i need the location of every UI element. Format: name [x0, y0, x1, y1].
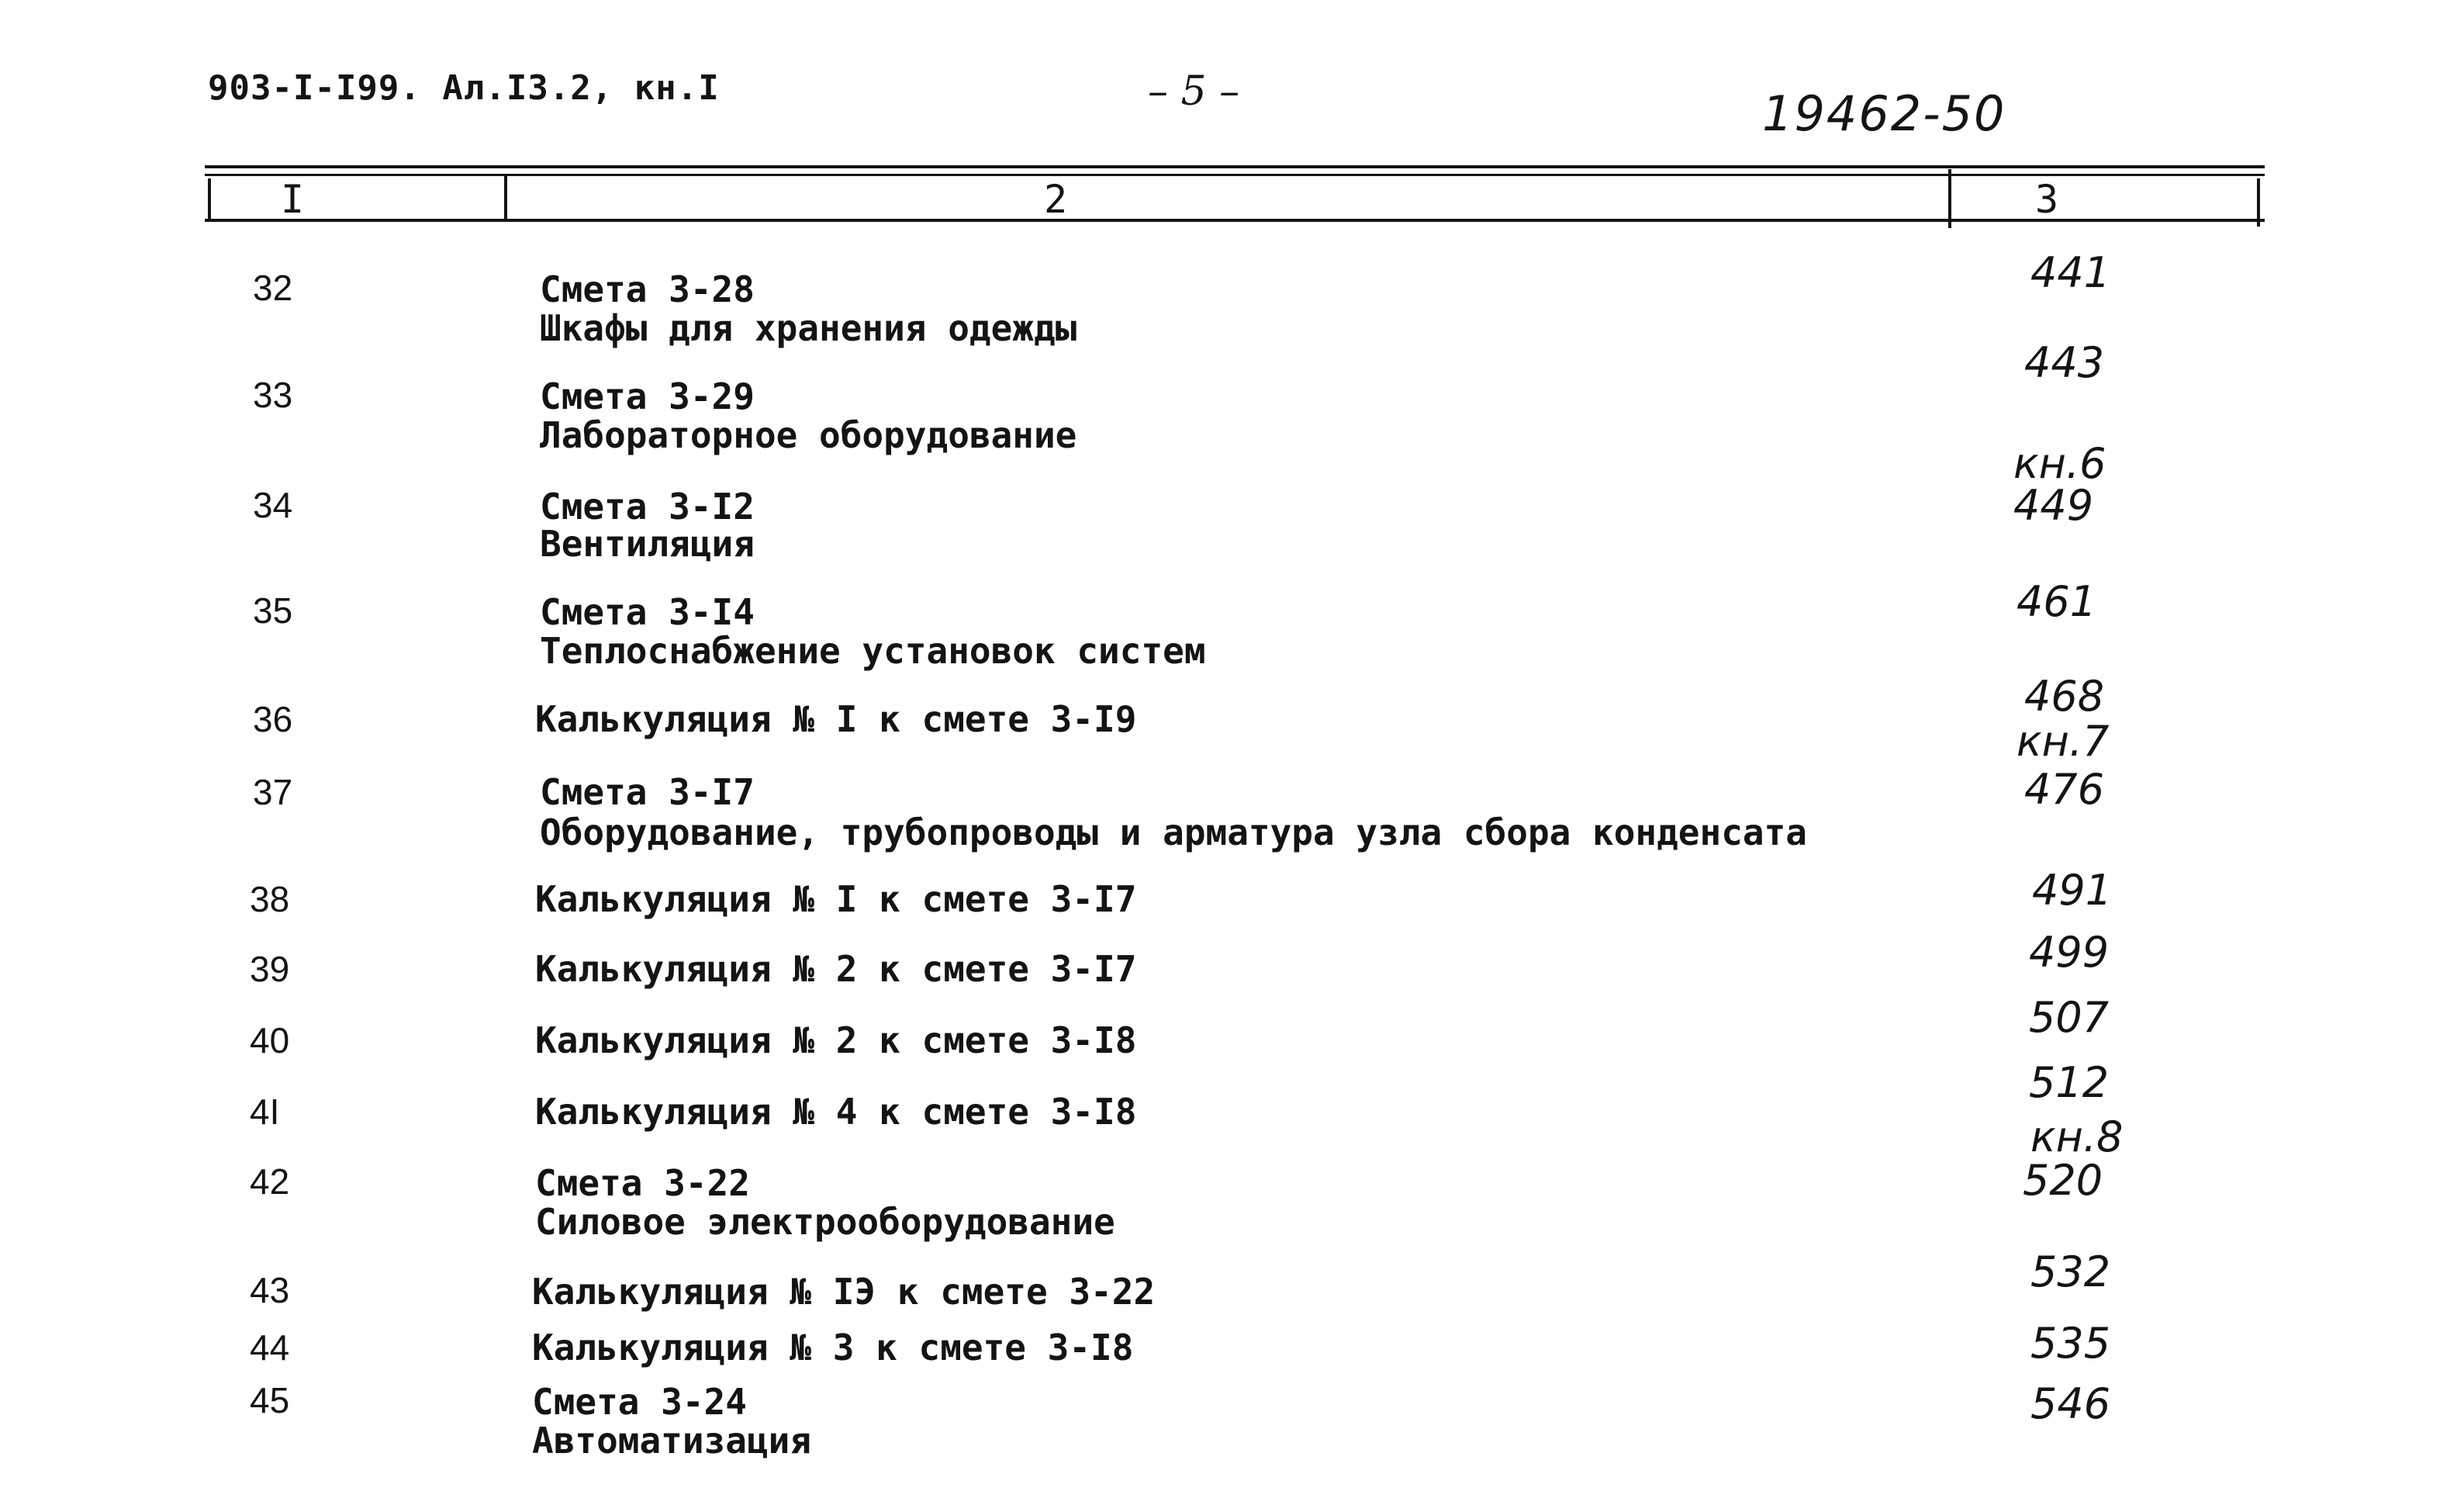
row-number: 43	[250, 1270, 290, 1310]
column-header-2: 2	[1044, 177, 1068, 222]
row-page: 468	[2024, 672, 2105, 721]
row-title: Смета 3-I7	[540, 771, 755, 813]
row-title: Смета 3-I4	[540, 591, 755, 633]
row-page: 443	[2024, 338, 2105, 387]
column-divider	[1948, 169, 1951, 228]
row-number: 45	[250, 1380, 290, 1420]
row-title: Калькуляция № I к смете 3-I9	[535, 698, 1137, 740]
book-note: кн.8	[2030, 1112, 2124, 1161]
row-title: Калькуляция № IЭ к смете 3-22	[532, 1271, 1156, 1313]
row-number: 34	[253, 485, 293, 525]
table-top-rule-inner	[205, 174, 2265, 176]
row-page: 520	[2023, 1156, 2103, 1205]
table-top-rule	[205, 165, 2265, 168]
row-number: 42	[250, 1161, 290, 1202]
row-page: 461	[2016, 577, 2097, 626]
column-header-1: I	[281, 177, 305, 222]
row-title: Калькуляция № 2 к смете 3-I8	[535, 1019, 1137, 1061]
row-number: 32	[253, 268, 293, 308]
inventory-number: 19462-50	[1762, 85, 2006, 142]
row-number: 36	[253, 699, 293, 739]
row-number: 33	[253, 375, 293, 415]
column-header-3: 3	[2035, 177, 2059, 222]
row-title: Смета 3-I2	[540, 486, 755, 528]
row-page: 491	[2032, 866, 2113, 915]
row-title: Калькуляция № 2 к смете 3-I7	[535, 948, 1137, 990]
row-title: Смета 3-22	[535, 1162, 750, 1204]
table-header-bottom-rule	[205, 219, 2265, 222]
row-page: 449	[2013, 481, 2094, 530]
row-title: Калькуляция № 4 к смете 3-I8	[535, 1091, 1137, 1133]
row-page: 476	[2024, 765, 2105, 814]
row-description: Оборудование, трубопроводы и арматура узла сбора конденсата	[540, 811, 1807, 853]
row-number: 39	[250, 949, 290, 989]
row-number: 44	[250, 1327, 290, 1368]
page-number: – 5 –	[1148, 68, 1240, 115]
row-number: 37	[253, 772, 293, 812]
row-description: Шкафы для хранения одежды	[540, 307, 1077, 349]
row-title: Калькуляция № I к смете 3-I7	[535, 878, 1137, 920]
row-number: 40	[250, 1020, 290, 1060]
row-page: 507	[2029, 993, 2110, 1042]
row-number: 35	[253, 590, 293, 631]
row-description: Теплоснабжение установок систем	[540, 630, 1206, 672]
row-page: 535	[2030, 1319, 2111, 1368]
row-description: Лабораторное оборудование	[540, 414, 1077, 456]
row-page: 499	[2029, 928, 2110, 977]
row-page: 532	[2030, 1247, 2111, 1296]
row-number: 38	[250, 879, 290, 919]
row-title: Смета 3-29	[540, 375, 755, 417]
column-divider	[2257, 178, 2260, 227]
column-divider	[208, 178, 211, 222]
row-page: 546	[2030, 1379, 2111, 1428]
row-title: Калькуляция № 3 к смете 3-I8	[532, 1327, 1134, 1368]
book-note: кн.6	[2013, 439, 2106, 488]
book-note: кн.7	[2016, 717, 2110, 766]
column-divider	[504, 175, 507, 222]
row-description: Вентиляция	[540, 523, 755, 565]
row-title: Смета 3-24	[532, 1381, 747, 1423]
row-description: Силовое электрооборудование	[535, 1201, 1115, 1243]
row-page: 441	[2030, 248, 2111, 297]
row-description: Автоматизация	[532, 1420, 812, 1462]
row-title: Смета 3-28	[540, 268, 755, 310]
document-code: 903-I-I99. Ал.I3.2, кн.I	[208, 68, 720, 108]
row-number: 4I	[250, 1092, 280, 1132]
row-page: 512	[2029, 1058, 2110, 1107]
